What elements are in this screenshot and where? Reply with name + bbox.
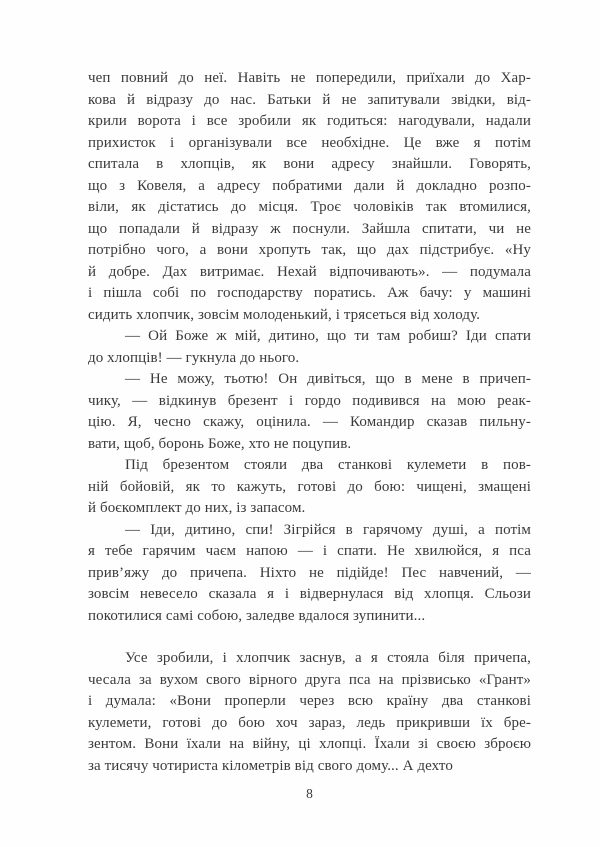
text-line: і думала: «Вони проперли через всю країну два станкові — [88, 693, 531, 709]
text-line: крили ворота і все зробили як годиться: нагодували, надали — [88, 113, 531, 129]
page-footer — [88, 785, 531, 803]
text-line: чесала за вухом свого вірного друга пса на прізвисько «Грант» — [88, 671, 531, 688]
paragraph — [88, 455, 531, 520]
text-line: ній бойовій, як то кажуть, готові до бою: чищені, змащені — [88, 478, 531, 495]
text-line: покотилися самі собою, заледве вдалося зупинити... — [88, 607, 426, 624]
text-line: зовсім невесело сказала я і відвернулася від хлопця. Сльози — [88, 586, 531, 602]
text-line: чику, — відкинув брезент і гордо подивився на мою реак- — [88, 392, 531, 409]
text-line: віли, як дістатись до місця. Троє чоловіків так втомилися, — [88, 199, 531, 215]
paragraph — [88, 369, 531, 455]
text-line: до хлопців! — гукнула до нього. — [88, 349, 300, 366]
paragraph — [88, 520, 531, 628]
text-line: я тебе гарячим чаєм напою — і спати. Не хвилюйся, я пса — [88, 543, 531, 559]
paragraph — [88, 648, 531, 777]
text-line: цію. Я, чесно скажу, оцінила. — Командир сказав пильну- — [88, 414, 531, 430]
text-line: і пішла собі по господарству поратись. Аж бачу: у машині — [88, 285, 531, 301]
text-line: вати, щоб, боронь Боже, хто не поцупив. — [88, 435, 352, 452]
text-line: й добре. Дах витримає. Нехай відпочивають». — подумала — [88, 263, 531, 280]
text-line: прихисток і організували все необхідне. Це вже я потім — [88, 134, 531, 151]
text-line: — Не можу, тьотю! Он дивіться, що в мене в причеп- — [125, 371, 531, 387]
text-line: прив’яжу до причепа. Ніхто не підійде! Пес навчений, — — [88, 564, 531, 581]
text-line: Під брезентом стояли два станкові кулемети в пов- — [125, 457, 531, 473]
text-line: спитала в хлопців, як вони адресу знайшли. Говорять, — [88, 156, 531, 172]
text-line: — Іди, дитино, спи! Зігрійся в гарячому душі, а потім — [125, 521, 531, 538]
text-line: чеп повний до неї. Навіть не попередили, приїхали до Хар- — [88, 70, 531, 86]
text-line: що з Ковеля, а адресу побратими дали й докладно розпо- — [88, 177, 531, 194]
text-line: що попадали й відразу ж поснули. Зайшла спитати, чи не — [88, 220, 531, 237]
page-text-block — [88, 68, 531, 777]
text-line: зентом. Вони їхали на війну, ці хлопці. Їхали зі своєю зброєю — [88, 736, 531, 752]
text-line: кова й відразу до нас. Батьки й не запитували звідки, від- — [88, 91, 531, 108]
text-line: за тисячу чотириста кілометрів від свого дому... А дехто — [88, 757, 453, 774]
text-line: Усе зробили, і хлопчик заснув, а я стояла біля причепа, — [125, 650, 531, 666]
text-line: — Ой Боже ж мій, дитино, що ти там робиш? Іди спати — [125, 328, 531, 344]
text-line: потрібно чого, а вони хропуть так, що дах підстрибує. «Ну — [88, 242, 531, 258]
text-line: сидить хлопчик, зовсім молоденький, і трясеться від холоду. — [88, 306, 481, 323]
text-line: й боєкомплект до них, із запасом. — [88, 500, 306, 516]
page-number: 8 — [306, 786, 313, 801]
paragraph — [88, 326, 531, 369]
paragraph — [88, 68, 531, 326]
text-line: кулемети, готові до бою хоч зараз, ледь прикривши їх бре- — [88, 714, 531, 731]
